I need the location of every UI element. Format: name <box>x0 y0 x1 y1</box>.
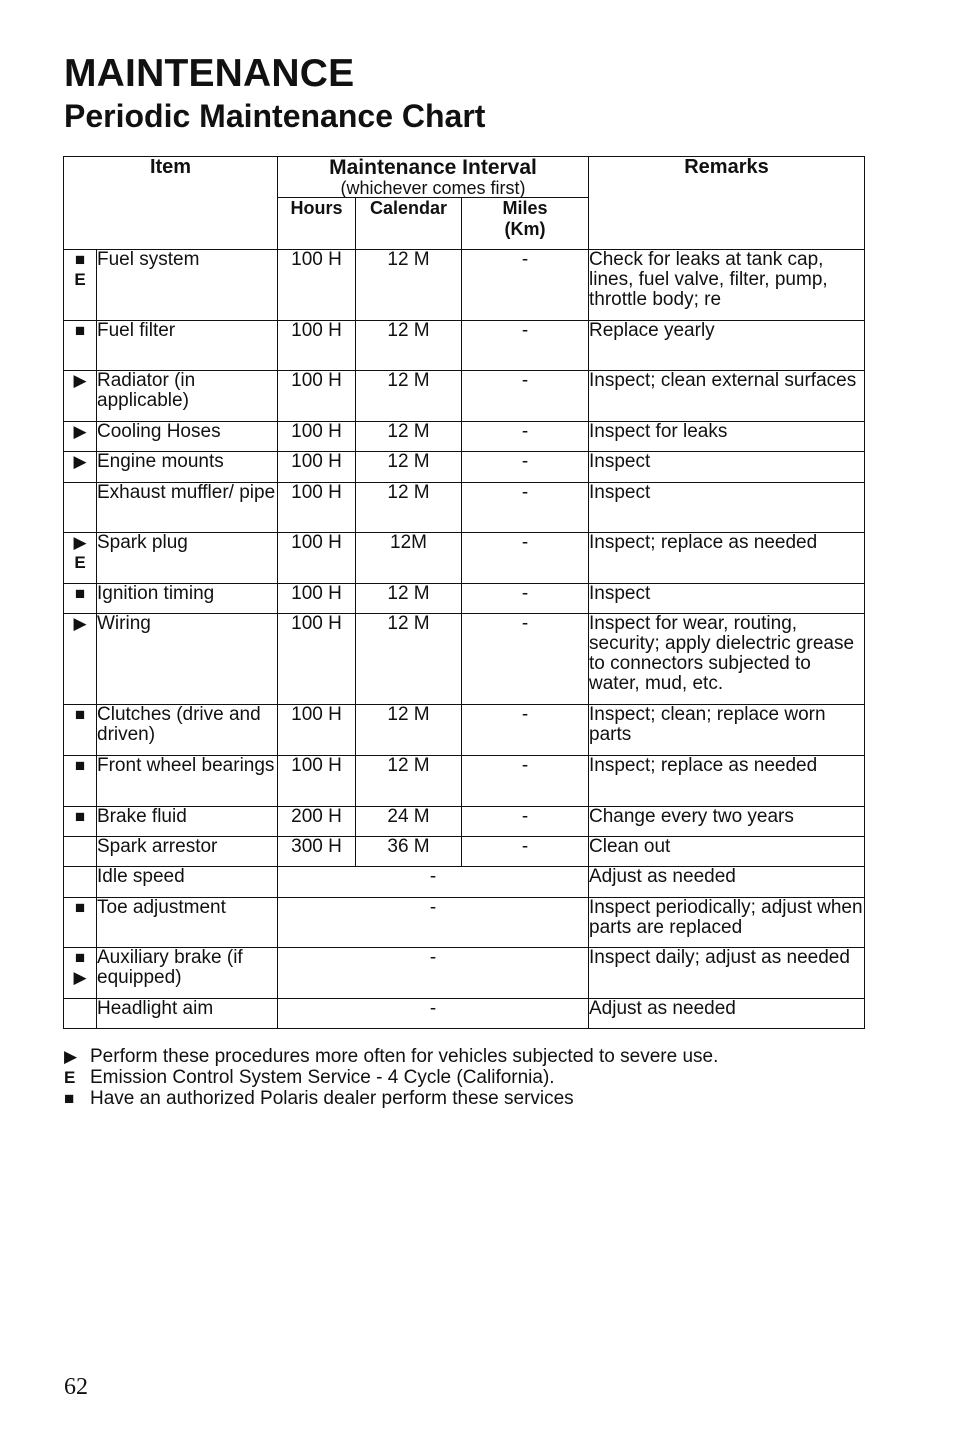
remarks-column-header: Remarks <box>589 157 865 250</box>
table-row <box>64 898 865 948</box>
severe-use-icon: ▶ <box>73 452 87 471</box>
table-row <box>64 705 865 756</box>
row-item: Cooling Hoses <box>97 422 278 452</box>
row-hours: 200 H <box>278 807 356 837</box>
row-hours: 100 H <box>278 533 356 584</box>
table-row <box>64 452 865 483</box>
row-item: Radiator (in applicable) <box>97 371 278 422</box>
legend-item <box>64 1088 718 1109</box>
row-item: Idle speed <box>97 867 278 898</box>
legend-item <box>64 1067 718 1088</box>
row-hours: 300 H <box>278 837 356 867</box>
row-remarks: Inspect daily; adjust as needed <box>589 948 865 999</box>
row-item: Front wheel bearings <box>97 756 278 807</box>
row-miles: - <box>462 837 589 867</box>
table-row <box>64 584 865 614</box>
row-item: Exhaust muffler/ pipe <box>97 483 278 533</box>
row-miles: - <box>462 250 589 321</box>
row-calendar: 24 M <box>356 807 462 837</box>
row-symbols <box>64 999 97 1029</box>
table-row <box>64 807 865 837</box>
calendar-column-header: Calendar <box>356 198 462 250</box>
miles-unit: (Km) <box>504 219 546 239</box>
item-column-header: Item <box>64 157 278 250</box>
page-subtitle: Periodic Maintenance Chart <box>64 98 486 134</box>
legend-item <box>64 1046 718 1067</box>
table-row <box>64 371 865 422</box>
row-symbols <box>64 584 97 614</box>
row-miles: - <box>462 533 589 584</box>
dealer-service-icon: ■ <box>74 807 86 826</box>
row-hours: 100 H <box>278 756 356 807</box>
row-calendar: 12 M <box>356 756 462 807</box>
row-symbols <box>64 867 97 898</box>
row-remarks: Inspect; clean; replace worn parts <box>589 705 865 756</box>
dealer-service-icon: ■ <box>74 321 86 340</box>
row-remarks: Change every two years <box>589 807 865 837</box>
table-row <box>64 422 865 452</box>
row-miles: - <box>462 371 589 422</box>
chart-body <box>64 250 865 1029</box>
miles-label: Miles <box>502 198 548 218</box>
miles-column-header <box>462 198 589 250</box>
row-interval: - <box>278 867 589 898</box>
row-hours: 100 H <box>278 422 356 452</box>
row-interval: - <box>278 948 589 999</box>
legend-text: Have an authorized Polaris dealer perform these services <box>90 1088 574 1109</box>
row-symbols <box>64 756 97 807</box>
row-miles: - <box>462 807 589 837</box>
row-item: Spark arrestor <box>97 837 278 867</box>
table-row <box>64 837 865 867</box>
dealer-service-icon: ■ <box>74 948 86 967</box>
page-title: MAINTENANCE <box>64 52 355 95</box>
severe-use-icon: ▶ <box>64 1047 78 1066</box>
row-interval: - <box>278 999 589 1029</box>
table-row <box>64 483 865 533</box>
severe-use-icon: ▶ <box>73 422 87 441</box>
row-symbols <box>64 898 97 948</box>
row-item: Wiring <box>97 614 278 705</box>
row-remarks: Inspect for wear, routing, security; apply dielectric grease to connectors subjected to water, mud, etc. <box>589 614 865 705</box>
row-symbols <box>64 452 97 483</box>
row-item: Auxiliary brake (if equipped) <box>97 948 278 999</box>
dealer-service-icon: ■ <box>74 584 86 603</box>
row-calendar: 12 M <box>356 371 462 422</box>
row-remarks: Inspect for leaks <box>589 422 865 452</box>
row-miles: - <box>462 422 589 452</box>
severe-use-icon: ▶ <box>73 533 87 552</box>
dealer-service-icon: ■ <box>74 705 86 724</box>
table-row <box>64 999 865 1029</box>
row-miles: - <box>462 705 589 756</box>
row-miles: - <box>462 452 589 483</box>
row-remarks: Inspect <box>589 483 865 533</box>
row-remarks: Check for leaks at tank cap, lines, fuel valve, filter, pump, throttle body; re <box>589 250 865 321</box>
row-symbols <box>64 371 97 422</box>
table-row <box>64 756 865 807</box>
dealer-service-icon: ■ <box>74 756 86 775</box>
row-item: Engine mounts <box>97 452 278 483</box>
row-remarks: Inspect; replace as needed <box>589 533 865 584</box>
severe-use-icon: ▶ <box>73 371 87 390</box>
row-hours: 100 H <box>278 452 356 483</box>
row-remarks: Inspect periodically; adjust when parts are replaced <box>589 898 865 948</box>
row-symbols <box>64 614 97 705</box>
hours-column-header: Hours <box>278 198 356 250</box>
row-remarks: Inspect; clean external surfaces <box>589 371 865 422</box>
page-number: 62 <box>64 1374 88 1400</box>
row-hours: 100 H <box>278 584 356 614</box>
row-item: Ignition timing <box>97 584 278 614</box>
row-remarks: Clean out <box>589 837 865 867</box>
row-remarks: Replace yearly <box>589 321 865 371</box>
dealer-service-icon: ■ <box>74 898 86 917</box>
row-calendar: 12 M <box>356 422 462 452</box>
severe-use-icon: ▶ <box>73 614 87 633</box>
row-symbols <box>64 533 97 584</box>
row-hours: 100 H <box>278 371 356 422</box>
legend-text: Emission Control System Service - 4 Cycle (California). <box>90 1067 555 1088</box>
row-symbols <box>64 321 97 371</box>
row-remarks: Inspect; replace as needed <box>589 756 865 807</box>
row-calendar: 12 M <box>356 705 462 756</box>
row-interval: - <box>278 898 589 948</box>
row-calendar: 12 M <box>356 584 462 614</box>
interval-title: Maintenance Interval <box>329 156 537 179</box>
row-item: Brake fluid <box>97 807 278 837</box>
row-calendar: 12 M <box>356 321 462 371</box>
row-item: Toe adjustment <box>97 898 278 948</box>
table-row <box>64 948 865 999</box>
row-item: Headlight aim <box>97 999 278 1029</box>
row-item: Fuel filter <box>97 321 278 371</box>
emission-marker: E <box>74 553 86 572</box>
row-hours: 100 H <box>278 483 356 533</box>
row-hours: 100 H <box>278 614 356 705</box>
dealer-service-icon: ■ <box>64 1089 75 1108</box>
table-row <box>64 867 865 898</box>
emission-marker: E <box>64 1068 76 1087</box>
table-row <box>64 250 865 321</box>
legend-text: Perform these procedures more often for vehicles subjected to severe use. <box>90 1046 719 1067</box>
row-miles: - <box>462 483 589 533</box>
row-symbols <box>64 705 97 756</box>
emission-marker: E <box>74 270 86 289</box>
row-hours: 100 H <box>278 321 356 371</box>
row-calendar: 12 M <box>356 614 462 705</box>
row-remarks: Adjust as needed <box>589 999 865 1029</box>
row-calendar: 12 M <box>356 250 462 321</box>
row-miles: - <box>462 584 589 614</box>
row-symbols <box>64 250 97 321</box>
row-calendar: 12 M <box>356 452 462 483</box>
dealer-service-icon: ■ <box>74 250 86 269</box>
maintenance-chart-table <box>63 156 865 1029</box>
interval-note: (whichever comes first) <box>340 178 526 198</box>
row-miles: - <box>462 321 589 371</box>
row-miles: - <box>462 614 589 705</box>
row-calendar: 12M <box>356 533 462 584</box>
row-miles: - <box>462 756 589 807</box>
row-item: Clutches (drive and driven) <box>97 705 278 756</box>
row-hours: 100 H <box>278 250 356 321</box>
severe-use-icon: ▶ <box>73 968 87 987</box>
row-calendar: 36 M <box>356 837 462 867</box>
row-hours: 100 H <box>278 705 356 756</box>
table-row <box>64 533 865 584</box>
legend <box>64 1046 718 1109</box>
row-symbols <box>64 422 97 452</box>
row-symbols <box>64 483 97 533</box>
table-row <box>64 614 865 705</box>
row-symbols <box>64 837 97 867</box>
row-symbols <box>64 948 97 999</box>
row-item: Spark plug <box>97 533 278 584</box>
table-row <box>64 321 865 371</box>
interval-column-header <box>278 157 589 198</box>
row-remarks: Inspect <box>589 584 865 614</box>
row-calendar: 12 M <box>356 483 462 533</box>
row-symbols <box>64 807 97 837</box>
row-remarks: Inspect <box>589 452 865 483</box>
row-remarks: Adjust as needed <box>589 867 865 898</box>
row-item: Fuel system <box>97 250 278 321</box>
